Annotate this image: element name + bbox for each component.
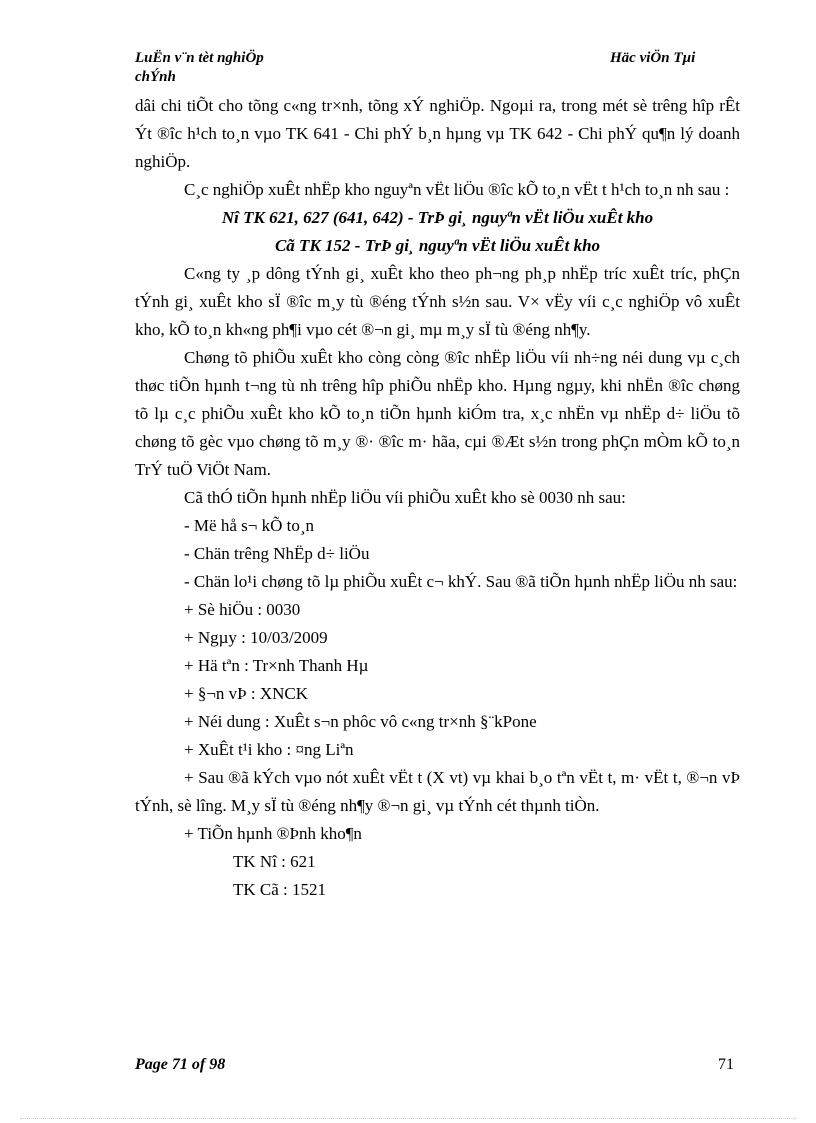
list-item: + TiÕn hµnh ®Þnh kho¶n bbox=[184, 824, 362, 843]
page-number: 71 bbox=[718, 1056, 734, 1073]
journal-entry-credit: Cã TK 152 - TrÞ gi¸ nguyªn vËt liÖu xuÊt kho bbox=[274, 236, 601, 255]
paragraph: C¸c nghiÖp xuÊt nhËp kho nguyªn vËt liÖu ®îc kÕ to¸n vËt t h¹ch to¸n nh sau : bbox=[184, 180, 730, 199]
list-item: - Më hå s¬ kÕ to¸n bbox=[184, 516, 314, 535]
list-item: + XuÊt t¹i kho : ¤ng Liªn bbox=[184, 740, 354, 759]
paragraph: Cã thÓ tiÕn hµnh nhËp liÖu víi phiÕu xuÊt kho sè 0030 nh sau: bbox=[184, 488, 626, 507]
list-item: - Chän lo¹i chøng tõ lµ phiÕu xuÊt c¬ khÝ. Sau ®ã tiÕn hµnh nhËp liÖu nh sau: bbox=[184, 572, 738, 591]
list-item: + Néi dung : XuÊt s¬n phôc vô c«ng tr×nh §¨kPone bbox=[184, 712, 537, 731]
list-item: - Chän trêng NhËp d÷ liÖu bbox=[184, 544, 370, 563]
paragraph: dâi chi tiÕt cho tõng c«ng tr×nh, tõng xÝ nghiÖp. Ngoµi ra, trong mét sè trêng hîp rÊt Ýt ®îc h¹ch to¸n vµo TK 641 - Chi phÝ b¸n hµng vµ TK 642 - Chi phÝ qu¶n lý doanh nghiÖp. bbox=[135, 96, 740, 171]
paragraph: C«ng ty ¸p dông tÝnh gi¸ xuÊt kho theo ph¬ng ph¸p nhËp tríc xuÊt tríc, phÇn tÝnh gi¸ xuÊt kho sÏ ®îc m¸y tù ®éng tÝnh s½n sau. V× vËy víi c¸c nghiÖp vô xuÊt kho, kÕ to¸n kh«ng ph¶i vµo cét ®¬n gi¸ mµ m¸y sÏ tù ®éng nh¶y. bbox=[135, 264, 740, 339]
running-header-left bbox=[135, 49, 315, 87]
journal-entry-debit: Nî TK 621, 627 (641, 642) - TrÞ gi¸ nguyªn vËt liÖu xuÊt kho bbox=[221, 208, 654, 227]
list-item: + §¬n vÞ : XNCK bbox=[184, 684, 309, 703]
header-left-line-2: chÝnh bbox=[135, 69, 176, 85]
account-line: TK Nî : 621 bbox=[233, 852, 316, 871]
list-item: + Ngµy : 10/03/2009 bbox=[184, 628, 328, 647]
list-item: + Hä tªn : Tr×nh Thanh Hµ bbox=[184, 656, 369, 675]
list-item: + Sau ®ã kÝch vµo nót xuÊt vËt t (X vt) vµ khai b¸o tªn vËt t, m· vËt t, ®¬n vÞ tÝnh, sè lîng. M¸y sÏ tù ®éng nh¶y ®¬n gi¸ vµ tÝnh cét thµnh tiÒn. bbox=[135, 768, 740, 815]
page-label: Page 71 of 98 bbox=[135, 1056, 226, 1073]
account-line: TK Cã : 1521 bbox=[233, 880, 327, 899]
header-left-line-1: LuËn v¨n tèt nghiÖp bbox=[135, 50, 264, 66]
document-body bbox=[135, 92, 740, 904]
list-item: + Sè hiÖu : 0030 bbox=[184, 600, 301, 619]
running-header-right: Häc viÖn Tµi bbox=[610, 50, 696, 66]
paragraph: Chøng tõ phiÕu xuÊt kho còng còng ®îc nhËp liÖu víi nh÷ng néi dung vµ c¸ch thøc tiÕn hµnh t¬ng tù nh trêng hîp phiÕu nhËp kho. Hµng ngµy, khi nhËn ®îc chøng tõ lµ c¸c phiÕu xuÊt kho kÕ to¸n tiÕn hµnh kiÓm tra, x¸c nhËn vµ nhËp d÷ liÖu tõ chøng tõ gèc vµo chøng tõ m¸y ®· ®îc m· hãa, cµi ®Æt s½n trong phÇn mÒm kÕ to¸n TrÝ tuÖ ViÖt Nam. bbox=[135, 348, 740, 479]
page-edge-divider bbox=[20, 1118, 796, 1119]
